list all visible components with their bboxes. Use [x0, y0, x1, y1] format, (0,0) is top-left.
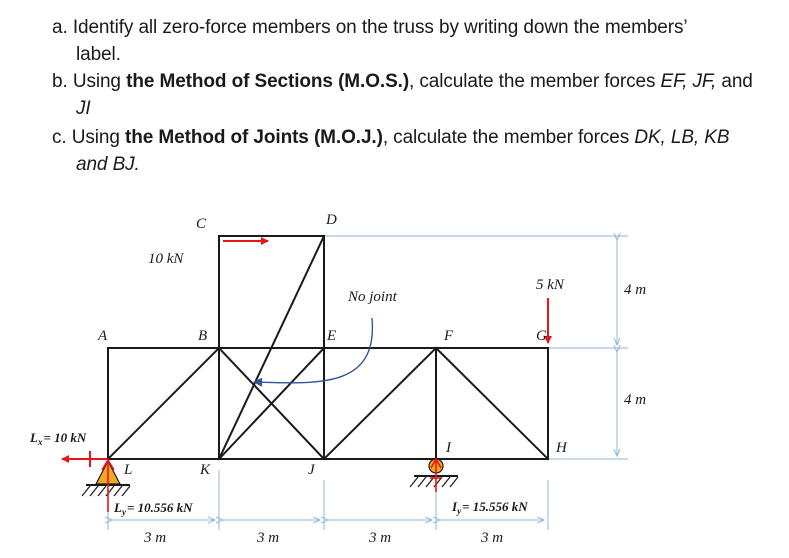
joint-label-b: B: [198, 328, 208, 344]
load-label-g: 5 kN: [536, 277, 564, 293]
no-joint-label: No joint: [348, 289, 397, 305]
truss-members: [108, 236, 548, 459]
question-c-pre: c. Using: [52, 127, 126, 148]
joint-label-i: I: [446, 440, 451, 456]
dim-label-span-4: 3 m: [481, 530, 504, 546]
member-FH: [436, 348, 548, 459]
joint-label-k: K: [200, 462, 211, 478]
dim-label-span-1: 3 m: [144, 530, 167, 546]
dim-label-span-3: 3 m: [369, 530, 392, 546]
question-b-members: EF, JF,: [660, 71, 717, 92]
load-label-c: 10 kN: [148, 251, 184, 267]
question-c-line2: and BJ.: [76, 154, 140, 175]
question-a-line1: a. Identify all zero-force members on the truss by writing down the members’: [52, 17, 688, 38]
question-c-method: the Method of Joints (M.O.J.): [125, 127, 383, 148]
no-joint-pointer: [254, 318, 372, 383]
reaction-label-lx: $L_x= 10$ kN: [30, 430, 87, 447]
question-a-line2: label.: [76, 44, 121, 65]
joint-label-l: L: [124, 462, 133, 478]
member-JF: [324, 348, 436, 459]
reaction-label-ly: $L_y= 10.556$ kN: [114, 500, 193, 517]
dim-label-height-top: 4 m: [624, 282, 647, 298]
joint-label-h: H: [556, 440, 567, 456]
joint-label-d: D: [326, 212, 337, 228]
joint-label-c: C: [196, 216, 207, 232]
reaction-label-iy: $I_y= 15.556$ kN: [452, 499, 528, 516]
question-c-mid: , calculate the member forces: [382, 127, 635, 148]
joint-label-a: A: [98, 328, 108, 344]
joint-label-e: E: [327, 328, 337, 344]
member-LB: [108, 348, 219, 459]
question-b-method: the Method of Sections (M.O.S.): [126, 71, 410, 92]
joint-label-g: G: [536, 328, 547, 344]
dim-label-span-2: 3 m: [257, 530, 280, 546]
question-b-line2: JI: [76, 98, 91, 119]
question-b-pre: b. Using: [52, 71, 127, 92]
question-c-members: DK, LB, KB: [634, 127, 730, 148]
joint-label-j: J: [308, 462, 315, 478]
roller-support-i: [410, 459, 458, 492]
question-b-and: and: [716, 71, 753, 92]
joint-label-f: F: [444, 328, 454, 344]
dim-label-height-bottom: 4 m: [624, 392, 647, 408]
question-b-mid: , calculate the member forces: [409, 71, 661, 92]
